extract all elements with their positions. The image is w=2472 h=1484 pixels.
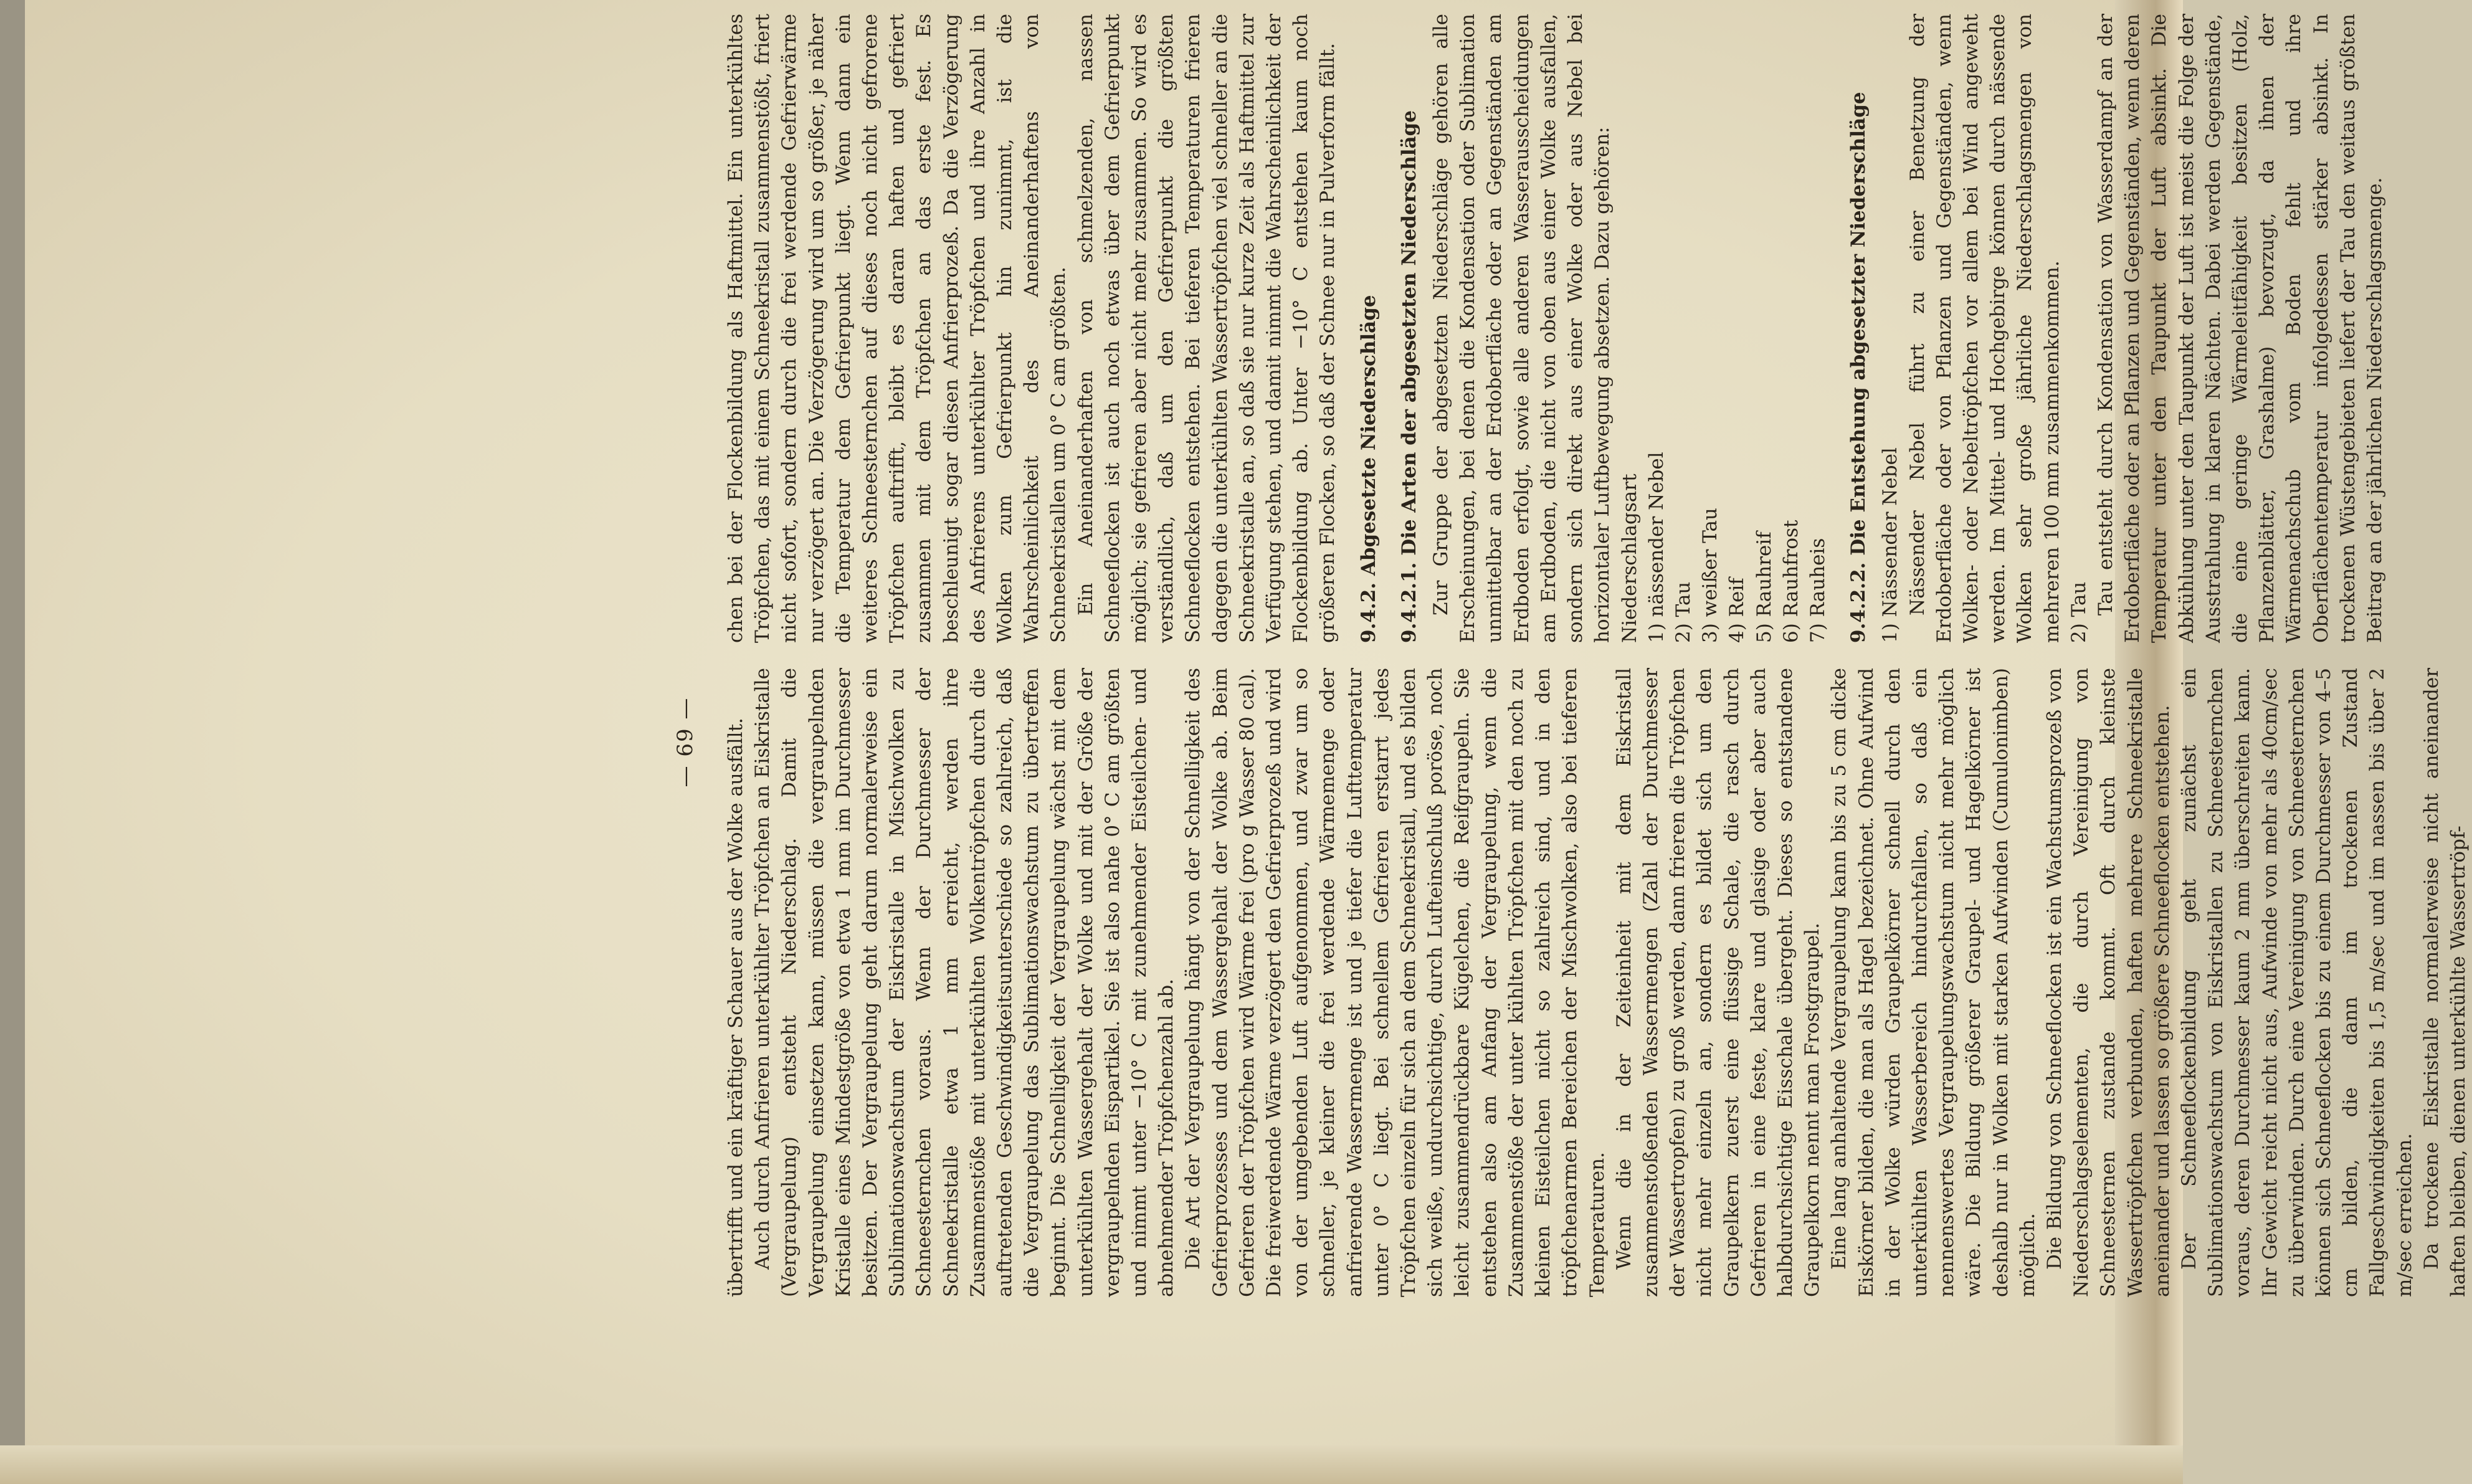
list-item: Niederschlagsart bbox=[1618, 473, 1641, 643]
paragraph: Der Schneeflockenbildung geht zunächst ein Sublimationswachstum von Eiskristallen zu Schneesternchen voraus, deren Durchmesser kaum 2 mm überschreiten kann. Ihr Gewicht reicht nicht aus, Aufwinde von mehr als 40cm/sec zu überwinden. Durch eine Vereinigung von Schneesternchen können sich Schneeflocken bis zu einem Durchmesser von 4–5 cm bilden, die dann im trockenen Zustand Fallgeschwindigkeiten bis 1,5 m/sec und im nassen bis über 2 m/sec erreichen. bbox=[2177, 668, 2416, 1297]
list-item: 2) Tau bbox=[1671, 581, 1695, 643]
paragraph: Auch durch Anfrieren unterkühlter Tröpfchen an Eiskristalle (Vergraupelung) entsteht Niederschlag. Damit die Vergraupelung einsetzen kann, müssen die vergraupelnden Kristalle eines Mindestgröße von etwa 1 mm im Durchmesser besitzen. Der Vergraupelung geht darum normalerweise ein Sublimationswachstum der Eiskristalle in Mischwolken zu Schneesternchen voraus. Wenn der Durchmesser der Schneekristalle etwa 1 mm erreicht, werden ihre Zusammenstöße mit unterkühlten Wolkentröpfchen durch die auftretenden Geschwindigkeitsunterschiede so zahlreich, daß die Vergraupelung das Sublimationswachstum zu übertreffen beginnt. Die Schnelligkeit der Vergraupelung wächst mit dem unterkühlten Wassergehalt der Wolke und mit der Größe der vergraupelnden Eispartikel. Sie ist also nahe 0° C am größten und nimmt unter −10° C mit zunehmender Eisteilchen- und abnehmender Tröpfchenzahl ab. bbox=[751, 668, 1178, 1297]
section-heading: 9.4.2.2. Die Entstehung abgesetzter Niederschläge bbox=[1847, 92, 1870, 643]
paragraph: übertrifft und ein kräftiger Schauer aus der Wolke ausfällt. bbox=[725, 718, 747, 1297]
paragraph: chen bei der Flockenbildung als Haftmittel. Ein unterkühltes Tröpfchen, das mit einem Schneekristall zusammenstößt, friert nicht sofort, sondern durch die frei werdende Gefrierwärme nur verzögert an. Die Verzögerung wird um so größer, je näher die Temperatur dem Gefrierpunkt liegt. Wenn dann ein weiteres Schneesternchen auf dieses noch nicht gefrorene Tröpfchen auftrifft, bleibt es daran haften und gefriert zusammen mit dem Tröpfchen an das erste fest. Es beschleunigt sogar diesen Anfrierprozeß. Da die Verzögerung des Anfrierens unterkühlter Tröpfchen und ihre Anzahl in Wolken zum Gefrierpunkt hin zunimmt, ist die Wahrscheinlichkeit des Aneinanderhaftens von Schneekristallen um 0° C am größten. bbox=[725, 14, 1070, 643]
paragraph: Wenn die in der Zeiteinheit mit dem Eiskristall zusammenstoßenden Wassermengen (Zahl der Durchmesser der Wassertropfen) zu groß werden, dann frieren die Tröpfchen nicht mehr einzeln an, sondern es bildet sich um den Graupelkern zuerst eine flüssige Schale, die rasch durch Gefrieren in eine feste, klare und glasige oder aber auch halbdurchsichtige Eisschale übergeht. Dieses so entstandene Graupelkorn nennt man Frostgraupel. bbox=[1612, 668, 1824, 1297]
paragraph: Nässender Nebel führt zu einer Benetzung der Erdoberfläche oder von Pflanzen und Gegenständen, wenn Wolken- oder Nebeltröpfchen vor allem bei Wind angeweht werden. Im Mittel- und Hochgebirge können durch nässende Wolken sehr große jährliche Niederschlagsmengen von mehreren 100 mm zusammenkommen. bbox=[1906, 14, 2063, 643]
paragraph: Tau entsteht durch Kondensation von Wasserdampf an der Erdoberfläche oder an Pflanzen und Gegenständen, wenn deren Temperatur unter den Taupunkt der Luft absinkt. Die Abkühlung unter den Taupunkt der Luft ist meist die Folge der Ausstrahlung in klaren Nächten. Dabei werden Gegenstände, die eine geringe Wärmeleitfähigkeit besitzen (Holz, Pflanzenblätter, Grashalme) bevorzugt, da ihnen der Wärmenachschub vom Boden fehlt und ihre Oberflächentemperatur infolgedessen stärker absinkt. In trockenen Wüstengebieten liefert der Tau den weitaus größten Beitrag an der jährlichen Niederschlagsmenge. bbox=[2094, 14, 2386, 643]
section-heading: 9.4.2. Abgesetzte Niederschläge bbox=[1357, 295, 1380, 643]
paragraph: Da trockene Eiskristalle normalerweise nicht aneinander haften bleiben, dienen unterkühlte Wassertröpf- bbox=[2420, 668, 2470, 1297]
text-column-first bbox=[723, 668, 2472, 1297]
list-item: 4) Reif bbox=[1726, 578, 1749, 643]
paragraph: Zur Gruppe der abgesetzten Niederschläge gehören alle Erscheinungen, bei denen die Kondensation oder Sublimation unmittelbar an der Erdoberfläche oder an Gegenständen am Erdboden erfolgt, sowie alle anderen Wasserausscheidungen am Erdboden, die nicht von oben aus einer Wolke ausfallen, sondern sich direkt aus einer Wolke oder aus Nebel bei horizontaler Luftbewegung absetzen. Dazu gehören: bbox=[1430, 14, 1614, 643]
page-number: — 69 — bbox=[673, 697, 698, 787]
list-item: 5) Rauhreif bbox=[1752, 531, 1776, 643]
list-item: 1) nässender Nebel bbox=[1645, 452, 1668, 643]
list-item: 2) Tau bbox=[2067, 581, 2090, 643]
paragraph: Die Bildung von Schneeflocken ist ein Wachstumsprozeß von Niederschlagselementen, die durch Vereinigung von Schneesternen zustande kommt. Oft durch kleinste Wassertröpfchen verbunden, haften mehrere Schneekristalle aneinander und lassen so größere Schneeflocken entstehen. bbox=[2043, 668, 2174, 1297]
list-item: 6) Rauhfrost bbox=[1779, 520, 1802, 643]
paragraph: Die Art der Vergraupelung hängt von der Schnelligkeit des Gefrierprozesses und dem Wassergehalt der Wolke ab. Beim Gefrieren der Tröpfchen wird Wärme frei (pro g Wasser 80 cal). Die freiwerdende Wärme verzögert den Gefrierprozeß und wird von der umgebenden Luft aufgenommen, und zwar um so schneller, je kleiner die frei werdende Wärmemenge oder anfrierende Wassermenge ist und je tiefer die Lufttemperatur unter 0° C liegt. Bei schnellem Gefrieren erstarrt jedes Tröpfchen einzeln für sich an dem Schneekristall, und es bilden sich weiße, undurchsichtige, durch Lufteinschluß poröse, noch leicht zusammendrückbare Kügelchen, die Reifgraupeln. Sie entstehen also am Anfang der Vergraupelung, wenn die Zusammenstöße der unter kühlten Tröpfchen mit den noch zu kleinen Eisteilchen nicht so zahlreich sind, und in den tröpfchenarmen Bereichen der Mischwolken, also bei tieferen Temperaturen. bbox=[1182, 668, 1609, 1297]
section-heading: 9.4.2.1. Die Arten der abgesetzten Niederschläge bbox=[1397, 110, 1420, 643]
paragraph: Ein Aneinanderhaften von schmelzenden, nassen Schneeflocken ist auch noch etwas über dem Gefrierpunkt möglich; sie gefrieren aber nicht mehr zusammen. So wird es verständlich, daß um den Gefrierpunkt die größten Schneeflocken entstehen. Bei tieferen Temperaturen frieren dagegen die unterkühlten Wassertröpfchen viel schneller an die Schneekristalle an, so daß sie nur kurze Zeit als Haftmittel zur Verfügung stehen, und damit nimmt die Wahrscheinlichkeit der Flockenbildung ab. Unter −10° C entstehen kaum noch größeren Flocken, so daß der Schnee nur in Pulverform fällt. bbox=[1074, 14, 1339, 643]
paragraph: Eine lang anhaltende Vergraupelung kann bis zu 5 cm dicke Eiskörner bilden, die man als Hagel bezeichnet. Ohne Aufwind in der Wolke würden Graupelkörner schnell durch den unterkühlten Wasserbereich hindurchfallen, so daß ein nennenswertes Vergraupelungswachstum nicht mehr möglich wäre. Die Bildung größerer Graupel- und Hagelkörner ist deshalb nur in Wolken mit starken Aufwinden (Cumulonimben) möglich. bbox=[1828, 668, 2039, 1297]
list-item: 1) Nässender Nebel bbox=[1879, 447, 1902, 643]
list-item: 3) weißer Tau bbox=[1699, 508, 1722, 643]
list-item: 7) Rauheis bbox=[1806, 538, 1829, 643]
text-column-second bbox=[723, 14, 2389, 643]
